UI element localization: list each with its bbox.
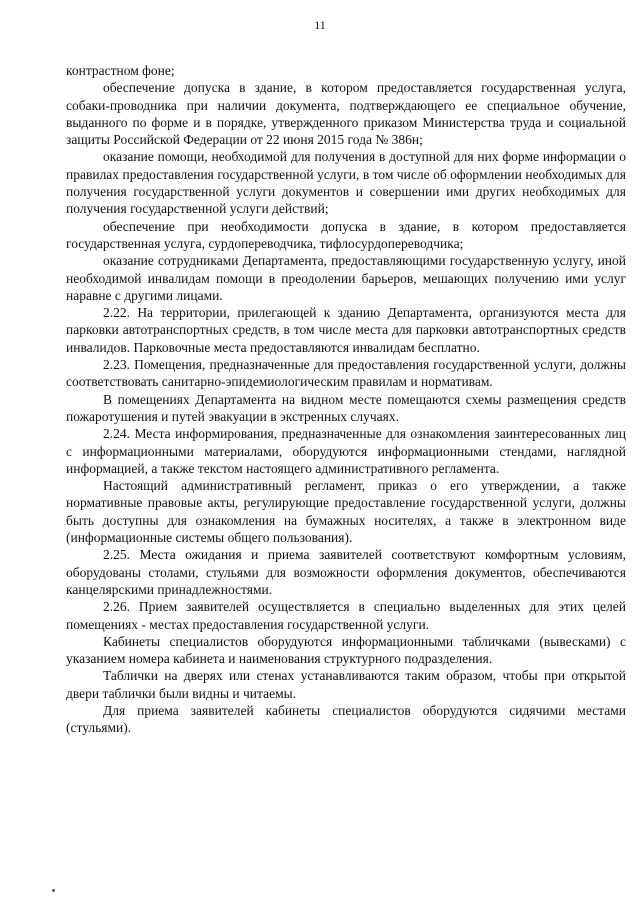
paragraph: Настоящий административный регламент, приказ о его утверждении, а также нормативные правовые акты, регулирующие предоставление государственной услуги, должны быть доступны для ознакомления на бумажных носителях, а также в электронном виде (информационные системы общего пользования). bbox=[66, 478, 626, 546]
paragraph: Таблички на дверях или стенах устанавливаются таким образом, чтобы при открытой двери таблички были видны и читаемы. bbox=[66, 668, 626, 701]
paragraph: оказание помощи, необходимой для получения в доступной для них форме информации о правилах предоставления государственной услуги, в том числе об оформлении необходимых для получения государственной услуги документов и совершении ими других необходимых для получения государственной услуги действий; bbox=[66, 149, 626, 217]
paragraph: 2.23. Помещения, предназначенные для предоставления государственной услуги, должны соответствовать санитарно-эпидемиологическим правилам и нормативам. bbox=[66, 357, 626, 390]
paragraph: Кабинеты специалистов оборудуются информационными табличками (вывесками) с указанием номера кабинета и наименования структурного подразделения. bbox=[66, 633, 626, 667]
paragraph: Для приема заявителей кабинеты специалистов оборудуются сидячими местами (стульями). bbox=[66, 702, 626, 736]
paragraph: 2.24. Места информирования, предназначенные для ознакомления заинтересованных лиц с информационными материалами, оборудуются информационными стендами, наглядной информацией, а также текстом настоящего административного регламента. bbox=[66, 426, 626, 476]
paragraph: 2.22. На территории, прилегающей к зданию Департамента, организуются места для парковки автотранспортных средств, в том числе места для парковки автотранспортных средств инвалидов. Парковочные места предоставляются инвалидам бесплатно. bbox=[66, 305, 626, 355]
paragraph: контрастном фоне; bbox=[66, 63, 175, 78]
paragraph: обеспечение при необходимости допуска в здание, в котором предоставляется государственная услуга, сурдопереводчика, тифлосурдопереводчика; bbox=[66, 218, 626, 251]
document-body bbox=[66, 62, 626, 737]
paragraph: обеспечение допуска в здание, в котором предоставляется государственная услуга, собаки-проводника при наличии документа, подтверждающего ее специальное обучение, выданного по форме и в порядке, утвержденного приказом Министерства труда и социальной защиты Российской Федерации от 22 июня 2015 года № 386н; bbox=[66, 80, 626, 148]
scan-speck bbox=[52, 889, 55, 892]
paragraph: В помещениях Департамента на видном месте помещаются схемы размещения средств пожаротушения и путей эвакуации в экстренных случаях. bbox=[66, 391, 626, 424]
page-number: 11 bbox=[314, 18, 326, 32]
paragraph: 2.25. Места ожидания и приема заявителей соответствуют комфортным условиям, оборудованы столами, стульями для возможности оформления документов, обеспечиваются канцелярскими принадлежностями. bbox=[66, 547, 626, 597]
paragraph: 2.26. Прием заявителей осуществляется в специально выделенных для этих целей помещениях - местах предоставления государственной услуги. bbox=[66, 599, 626, 632]
paragraph: оказание сотрудниками Департамента, предоставляющими государственную услугу, иной необходимой инвалидам помощи в преодолении барьеров, мешающих получению ими услуг наравне с другими лицами. bbox=[66, 253, 626, 303]
